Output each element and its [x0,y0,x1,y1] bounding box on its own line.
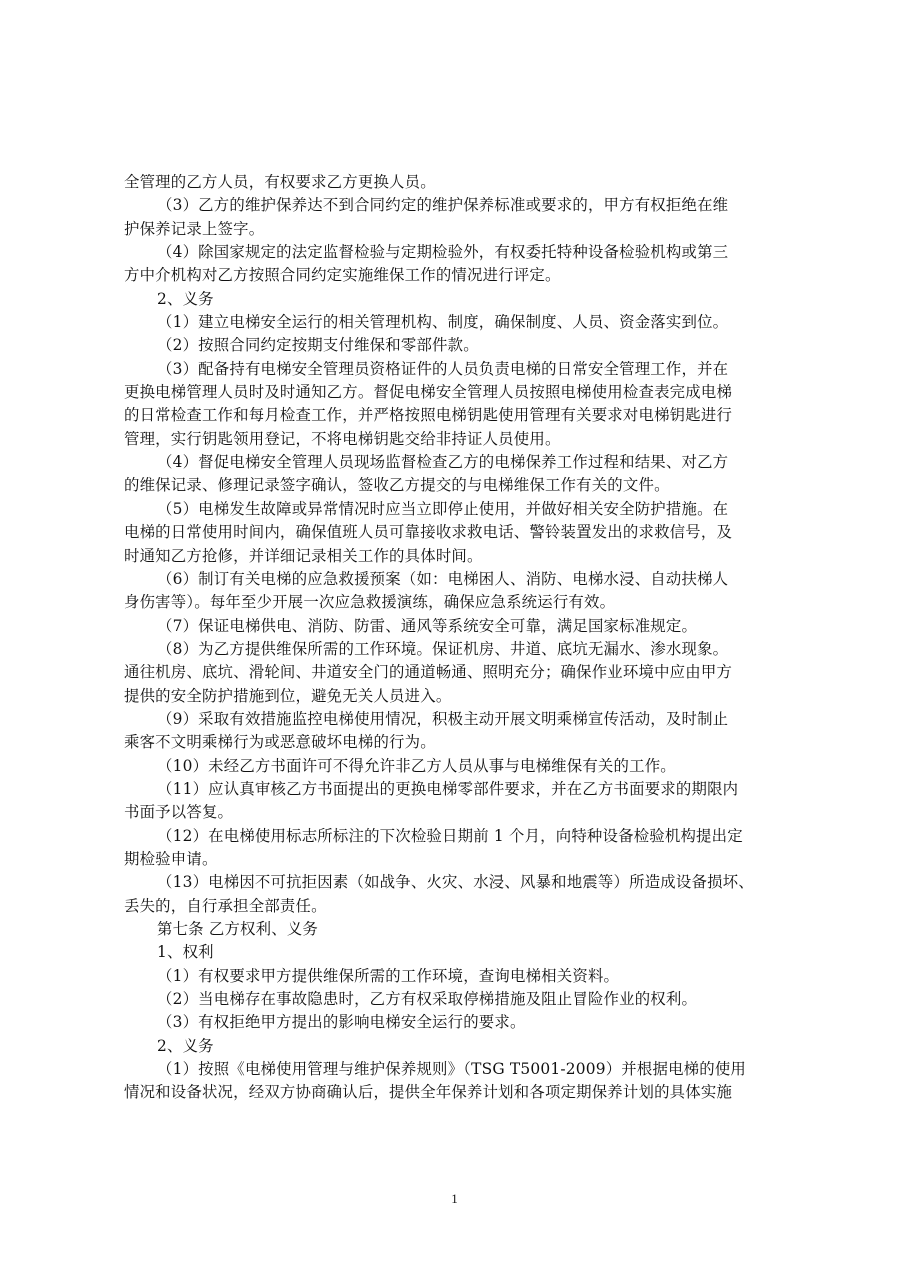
text-line: （3）有权拒绝甲方提出的影响电梯安全运行的要求。 [157,1013,526,1032]
text-line: 2、义务 [157,1036,214,1055]
text-line: 管理，实行钥匙领用登记，不将电梯钥匙交给非持证人员使用。 [124,429,561,448]
text-line: （7）保证电梯供电、消防、防雷、通风等系统安全可靠，满足国家标准规定。 [157,616,698,635]
text-line: 第七条 乙方权利、义务 [157,920,318,938]
text-line: （9）采取有效措施监控电梯使用情况，积极主动开展文明乘梯宣传活动，及时制止 [157,709,729,728]
text-line: 期检验申请。 [124,849,218,868]
text-line: 身伤害等）。每年至少开展一次应急救援演练，确保应急系统运行有效。 [124,593,616,612]
text-line: 更换电梯管理人员时及时通知乙方。督促电梯安全管理人员按照电梯使用检查表完成电梯 [124,383,733,402]
text-line: （3）配备持有电梯安全管理员资格证件的人员负责电梯的日常安全管理工作，并在 [157,359,729,378]
text-line: （10）未经乙方书面许可不得允许非乙方人员从事与电梯维保有关的工作。 [157,756,676,775]
text-line: 全管理的乙方人员，有权要求乙方更换人员。 [124,173,436,191]
text-line: （1）按照《电梯使用管理与维护保养规则》（TSG T5001-2009）并根据电梯的使用 [157,1060,747,1079]
text-line: 书面予以答复。 [124,803,234,822]
text-line: （12）在电梯使用标志所标注的下次检验日期前 1 个月，向特种设备检验机构提出定 [157,826,743,845]
text-line: 电梯的日常使用时间内，确保值班人员可靠接收求救电话、警铃装置发出的求救信号，及 [124,523,733,542]
text-line: （2）按照合同约定按期支付维保和零部件款。 [157,336,479,355]
text-line: 1、权利 [157,943,214,962]
text-line: （1）建立电梯安全运行的相关管理机构、制度，确保制度、人员、资金落实到位。 [157,313,729,332]
text-line: （13）电梯因不可抗拒因素（如战争、火灾、水浸、风暴和地震等）所造成设备损坏、 [157,873,754,892]
text-line: 护保养记录上签字。 [124,219,265,238]
text-line: 提供的安全防护措施到位，避免无关人员进入。 [124,686,452,705]
text-line: （11）应认真审核乙方书面提出的更换电梯零部件要求，并在乙方书面要求的期限内 [157,779,739,798]
text-line: 方中介机构对乙方按照合同约定实施维保工作的情况进行评定。 [124,266,561,285]
text-line: （4）除国家规定的法定监督检验与定期检验外，有权委托特种设备检验机构或第三 [157,243,729,262]
text-line: 的日常检查工作和每月检查工作，并严格按照电梯钥匙使用管理有关要求对电梯钥匙进行 [124,406,733,425]
text-line: 的维保记录、修理记录签字确认，签收乙方提交的与电梯维保工作有关的文件。 [124,476,670,495]
document-body [124,171,794,1105]
text-line: （6）制订有关电梯的应急救援预案（如：电梯困人、消防、电梯水浸、自动扶梯人 [157,569,729,588]
text-line: （4）督促电梯安全管理人员现场监督检查乙方的电梯保养工作过程和结果、对乙方 [157,453,729,472]
text-line: 丢失的，自行承担全部责任。 [124,896,327,915]
text-line: 时通知乙方抢修，并详细记录相关工作的具体时间。 [124,546,483,565]
text-line: 乘客不文明乘梯行为或恶意破坏电梯的行为。 [124,733,436,752]
text-line: （1）有权要求甲方提供维保所需的工作环境，查询电梯相关资料。 [157,966,620,985]
text-line: 情况和设备状况，经双方协商确认后，提供全年保养计划和各项定期保养计划的具体实施 [124,1083,733,1102]
text-line: （8）为乙方提供维保所需的工作环境。保证机房、井道、底坑无漏水、渗水现象。 [157,639,729,658]
text-line: 2、义务 [157,289,214,308]
page-number: 1 [451,1191,458,1206]
text-line: （3）乙方的维护保养达不到合同约定的维护保养标准或要求的，甲方有权拒绝在维 [157,196,729,215]
text-line: （2）当电梯存在事故隐患时，乙方有权采取停梯措施及阻止冒险作业的权利。 [157,990,698,1009]
text-line: （5）电梯发生故障或异常情况时应当立即停止使用，并做好相关安全防护措施。在 [157,499,729,518]
text-line: 通往机房、底坑、滑轮间、井道安全门的通道畅通、照明充分；确保作业环境中应由甲方 [124,663,733,682]
